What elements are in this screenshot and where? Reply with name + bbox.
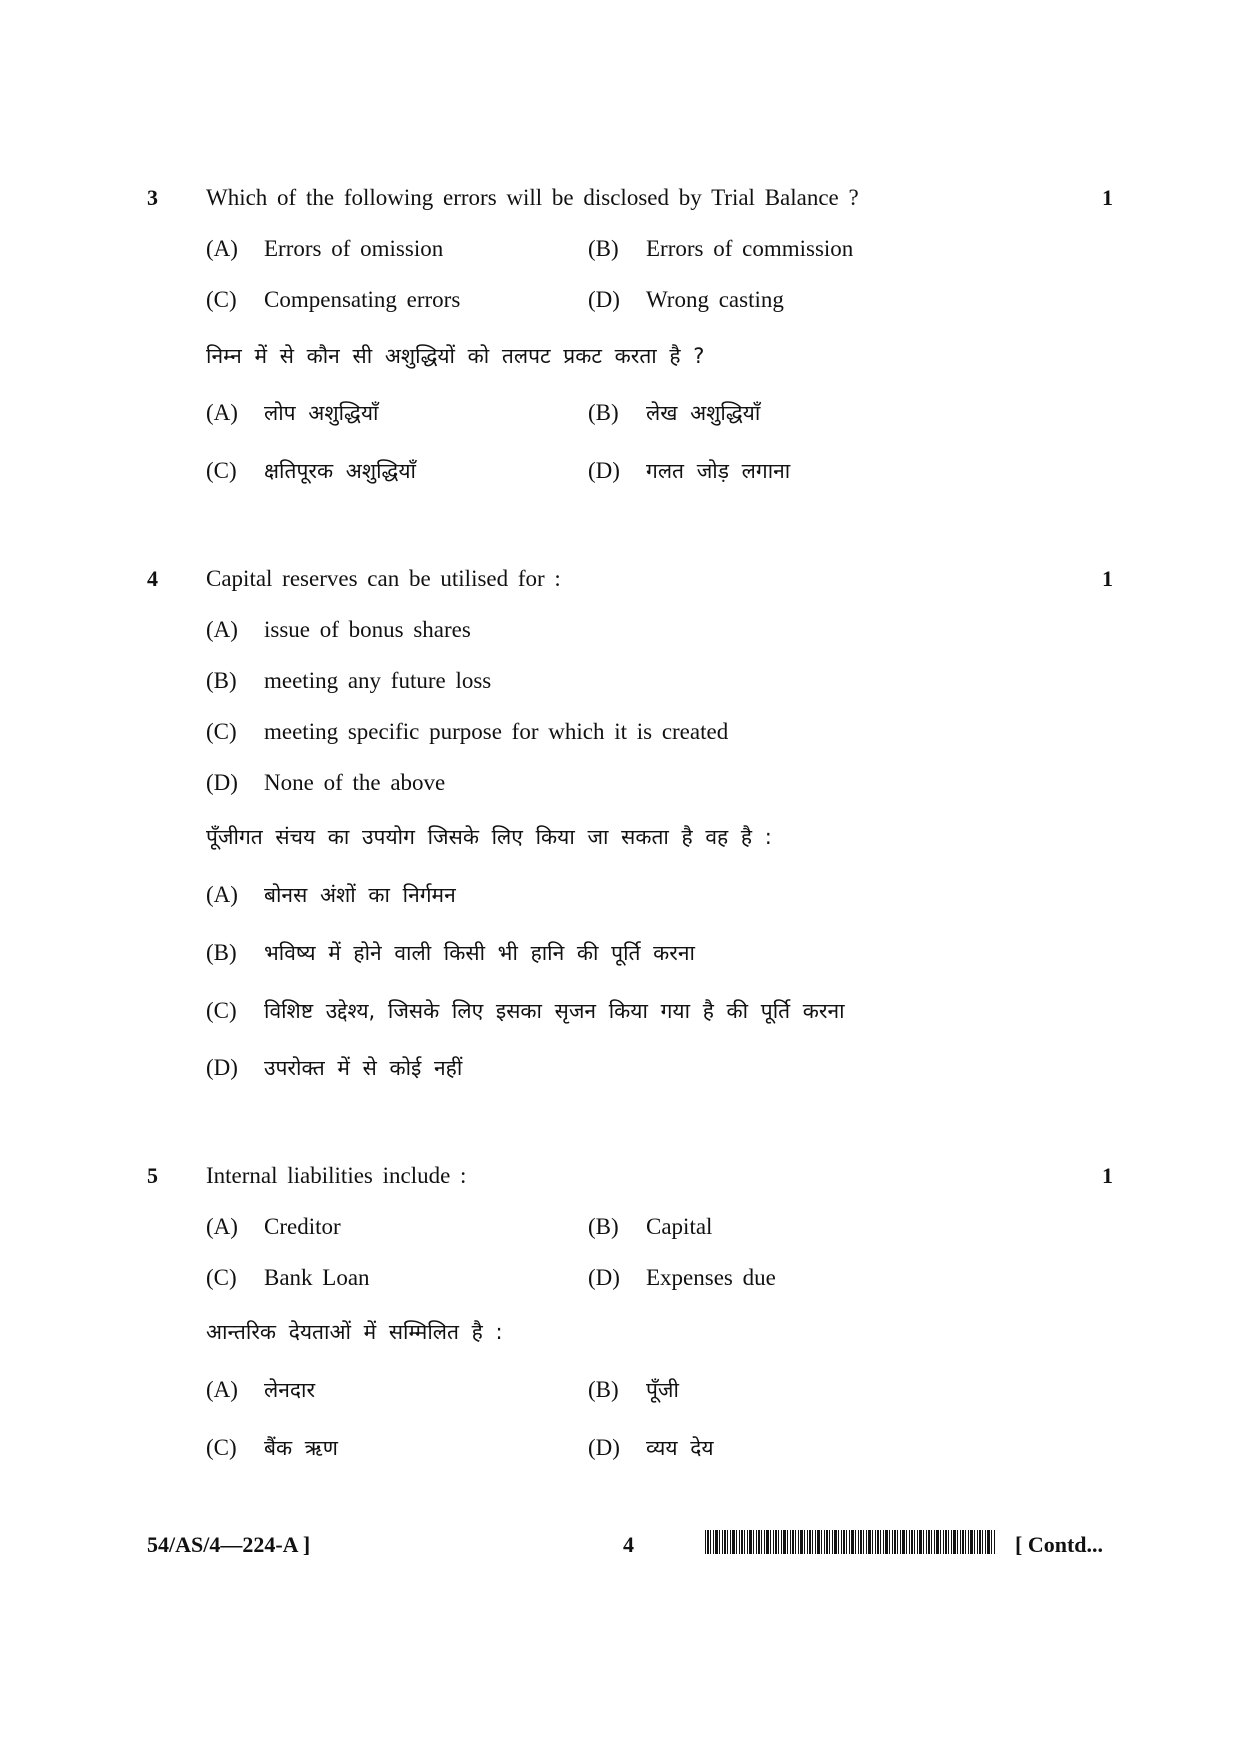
option-label: (A) (206, 1377, 238, 1402)
option-label: (D) (206, 1055, 238, 1080)
option-text: गलत जोड़ लगाना (646, 459, 791, 483)
question-4-text-en: Capital reserves can be utilised for : (206, 566, 561, 591)
option-label: (D) (588, 1435, 620, 1460)
option-text: बोनस अंशों का निर्गमन (264, 883, 456, 907)
option-label: (B) (206, 940, 237, 965)
question-5-marks: 1 (1102, 1163, 1113, 1188)
q5-option-c-en (206, 1264, 370, 1292)
option-label: (D) (206, 770, 238, 795)
option-label: (A) (206, 617, 238, 642)
q5-option-b-en (588, 1213, 712, 1241)
option-text: Bank Loan (264, 1265, 370, 1290)
barcode-image (705, 1530, 995, 1554)
option-text: पूँजी (646, 1378, 679, 1402)
option-label: (C) (206, 998, 237, 1023)
q3-option-a-en (206, 235, 443, 263)
q5-option-c-hi (206, 1434, 338, 1462)
q3-option-c-en (206, 286, 460, 314)
option-text: उपरोक्त में से कोई नहीं (264, 1056, 463, 1080)
question-4-marks: 1 (1102, 566, 1113, 591)
q3-option-d-hi (588, 457, 790, 485)
option-label: (C) (206, 458, 237, 483)
q4-option-a-en (206, 616, 471, 644)
question-5-text-en: Internal liabilities include : (206, 1163, 467, 1188)
q3-option-b-hi (588, 399, 760, 427)
option-text: meeting specific purpose for which it is created (264, 719, 729, 744)
option-label: (C) (206, 719, 237, 744)
q3-option-a-hi (206, 399, 378, 427)
option-text: क्षतिपूरक अशुद्धियाँ (264, 459, 416, 483)
q3-option-b-en (588, 235, 853, 263)
option-text: बैंक ऋण (264, 1436, 338, 1460)
q4-option-d-en (206, 769, 445, 797)
q4-option-c-en (206, 718, 728, 746)
option-text: issue of bonus shares (264, 617, 471, 642)
option-text: Capital (646, 1214, 713, 1239)
q3-option-c-hi (206, 457, 416, 485)
question-3-text-en: Which of the following errors will be disclosed by Trial Balance ? (206, 185, 859, 210)
option-label: (C) (206, 287, 237, 312)
option-label: (A) (206, 882, 238, 907)
option-label: (A) (206, 400, 238, 425)
option-text: None of the above (264, 770, 446, 795)
option-text: लेख अशुद्धियाँ (646, 401, 761, 425)
question-4-number: 4 (147, 566, 158, 591)
q5-option-d-hi (588, 1434, 714, 1462)
option-label: (D) (588, 458, 620, 483)
q4-option-d-hi (206, 1054, 462, 1082)
q5-option-b-hi (588, 1376, 679, 1404)
q5-option-d-en (588, 1264, 776, 1292)
question-5-number: 5 (147, 1163, 158, 1188)
question-3-number: 3 (147, 185, 158, 210)
option-text: Errors of commission (646, 236, 854, 261)
option-label: (A) (206, 236, 238, 261)
option-text: Compensating errors (264, 287, 461, 312)
q4-option-b-en (206, 667, 491, 695)
option-text: व्यय देय (646, 1436, 714, 1460)
q5-option-a-en (206, 1213, 341, 1241)
option-text: विशिष्ट उद्देश्य, जिसके लिए इसका सृजन किया गया है की पूर्ति करना (264, 999, 845, 1023)
continued-label: [ Contd... (1015, 1532, 1104, 1557)
question-3-marks: 1 (1102, 185, 1113, 210)
option-text: Errors of omission (264, 236, 444, 261)
option-text: Creditor (264, 1214, 341, 1239)
option-label: (B) (588, 1214, 619, 1239)
option-label: (D) (588, 1265, 620, 1290)
option-text: लेनदार (264, 1378, 316, 1402)
option-text: Wrong casting (646, 287, 784, 312)
q4-option-a-hi (206, 881, 456, 909)
option-text: लोप अशुद्धियाँ (264, 401, 379, 425)
q5-option-a-hi (206, 1376, 315, 1404)
option-text: meeting any future loss (264, 668, 492, 693)
option-label: (B) (588, 400, 619, 425)
paper-code: 54/AS/4—224-A ] (147, 1532, 311, 1557)
question-3-text-hi: निम्न में से कौन सी अशुद्धियों को तलपट प्रकट करता है ? (206, 344, 705, 368)
question-4-text-hi: पूँजीगत संचय का उपयोग जिसके लिए किया जा सकता है वह है : (206, 825, 772, 849)
question-5-text-hi: आन्तरिक देयताओं में सम्मिलित है : (206, 1320, 503, 1344)
q4-option-b-hi (206, 939, 695, 967)
option-label: (A) (206, 1214, 238, 1239)
option-text: Expenses due (646, 1265, 776, 1290)
option-label: (B) (206, 668, 237, 693)
option-label: (C) (206, 1435, 237, 1460)
option-label: (C) (206, 1265, 237, 1290)
option-label: (D) (588, 287, 620, 312)
option-label: (B) (588, 1377, 619, 1402)
option-label: (B) (588, 236, 619, 261)
option-text: भविष्य में होने वाली किसी भी हानि की पूर्ति करना (264, 941, 695, 965)
q4-option-c-hi (206, 997, 845, 1025)
q3-option-d-en (588, 286, 784, 314)
page-number: 4 (623, 1532, 634, 1557)
